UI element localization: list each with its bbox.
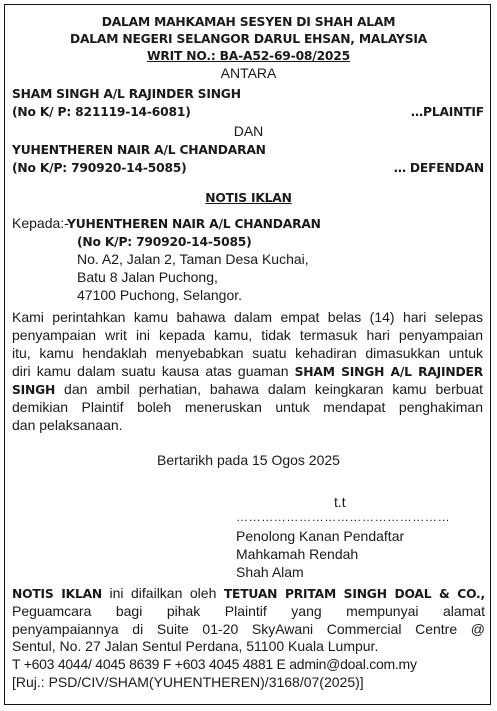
- footer-notice-label: NOTIS IKLAN: [12, 587, 103, 601]
- address-line: Batu 8 Jalan Puchong,: [77, 269, 218, 285]
- body-line: [12, 381, 483, 397]
- body-text: dan ambil perhatian, bahawa dalam keingkaran kamu berbuat: [55, 381, 483, 397]
- body-line: demikian Plaintif boleh meneruskan untuk mendapat penghakiman: [12, 399, 483, 415]
- footer-line: Peguamcara bagi pihak Plaintif yang mempunyai alamat: [12, 603, 485, 619]
- antara-label: ANTARA: [220, 65, 277, 81]
- defendant-ic: (No K/P: 790920-14-5085): [12, 161, 187, 175]
- footer-reference: [Ruj.: PSD/CIV/SHAM(YUHENTHEREN)/3168/07(2025)]: [12, 674, 364, 690]
- body-text: diri kamu dalam suatu kausa atas guaman: [12, 363, 295, 379]
- plaintiff-name-inline: SINGH: [12, 383, 56, 397]
- signature-dots: ……………………………………………: [236, 510, 451, 524]
- legal-notice: [4, 4, 491, 705]
- footer-contact: T +603 4044/ 4045 8639 F +603 4045 4881 E admin@doal.com.my: [12, 656, 417, 672]
- notice-title: NOTIS IKLAN: [205, 191, 292, 205]
- body-line: dan pelaksanaan.: [12, 417, 123, 433]
- law-firm-name: TETUAN PRITAM SINGH DOAL & CO.,: [223, 587, 486, 601]
- body-line: [12, 363, 483, 379]
- body-line: Kami perintahkan kamu bahawa dalam empat belas (14) hari selepas: [12, 309, 483, 325]
- footer-text: ini difailkan oleh: [102, 585, 224, 601]
- addressee-ic: (No K/P: 790920-14-5085): [77, 235, 252, 249]
- body-line: penyampaian writ ini kepada kamu, tidak termasuk hari penyampaian: [12, 327, 483, 343]
- address-line: 47100 Puchong, Selangor.: [77, 287, 243, 303]
- footer-line: [12, 585, 485, 601]
- court-title: DALAM MAHKAMAH SESYEN DI SHAH ALAM: [101, 15, 396, 29]
- plaintiff-ic: (No K/ P: 821119-14-6081): [12, 105, 191, 119]
- plaintiff-name: SHAM SINGH A/L RAJINDER SINGH: [12, 87, 241, 101]
- dan-label: DAN: [233, 123, 264, 139]
- plaintiff-name-inline: SHAM SINGH A/L RAJINDER: [294, 365, 483, 379]
- signature-line: Penolong Kanan Pendaftar: [236, 528, 405, 544]
- signature-tt: t.t: [334, 494, 346, 510]
- body-line: itu, kamu hendaklah menyebabkan suatu kehadiran dimasukkan untuk: [12, 345, 483, 361]
- plaintiff-role: …PLAINTIF: [410, 105, 484, 119]
- footer-line: Sentul, No. 27 Jalan Sentul Perdana, 51100 Kuala Lumpur.: [12, 638, 379, 654]
- court-state: DALAM NEGERI SELANGOR DARUL EHSAN, MALAYSIA: [69, 32, 428, 46]
- footer-line: penyampaiannya di Suite 01-20 SkyAwani Commercial Centre @: [12, 621, 485, 637]
- signature-line: Mahkamah Rendah: [236, 546, 359, 562]
- defendant-name: YUHENTHEREN NAIR A/L CHANDARAN: [12, 143, 266, 157]
- address-line: No. A2, Jalan 2, Taman Desa Kuchai,: [77, 251, 309, 267]
- addressee-prefix: Kepada:-: [12, 215, 69, 231]
- defendant-role: … DEFENDAN: [393, 161, 484, 175]
- signature-line: Shah Alam: [236, 564, 304, 580]
- addressee-name: YUHENTHEREN NAIR A/L CHANDARAN: [67, 217, 321, 231]
- date-line: Bertarikh pada 15 Ogos 2025: [157, 452, 340, 468]
- writ-number: WRIT NO.: BA-A52-69-08/2025: [147, 49, 350, 63]
